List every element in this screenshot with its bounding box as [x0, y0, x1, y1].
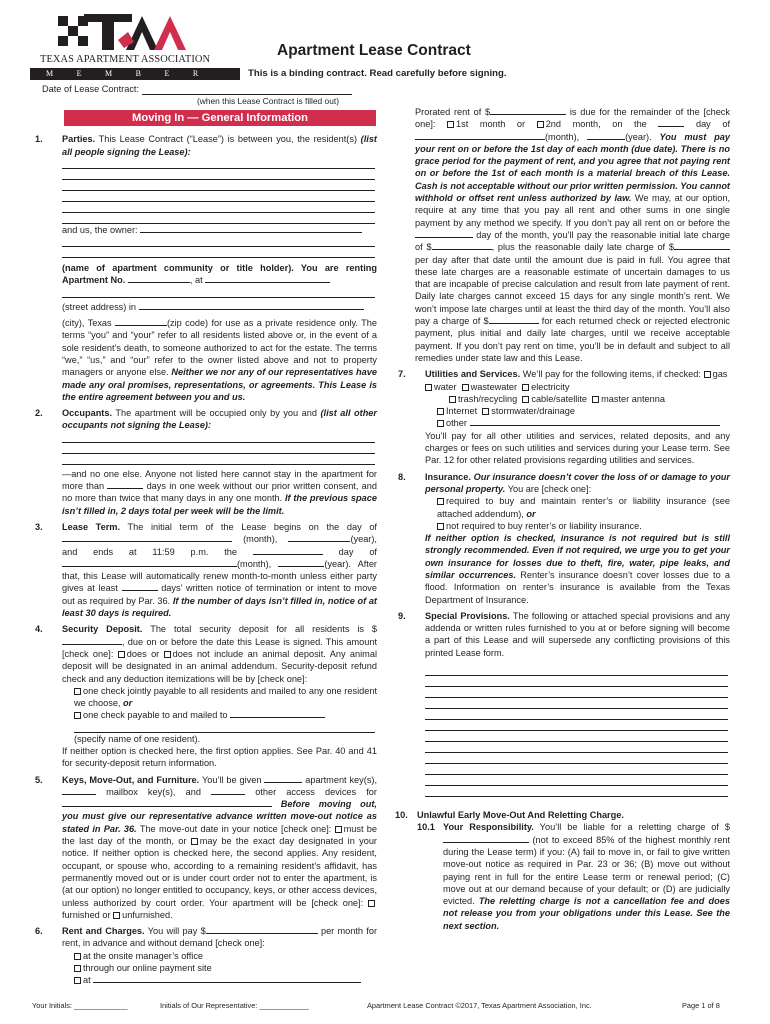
text: may be the exact day designated in your notice. If neither option is checked here, the second applies. Any resident, occupant, or spouse who, according to a remaining resident’s affidavit, has permanently moved out or is under court order not to enter the apartment, is (at our option) no longer entitled to occupancy, keys, or other access devices, unless authorized by court order. Your apartment will be [check one]: [62, 836, 377, 908]
text: If neither option is checked, insurance is not required but is still strongly recommended. Even if not required, we urge you to get your own insurance for losses due to theft, fire, water, pipe leaks, and similar occurrences. [425, 533, 730, 580]
provision-line-8[interactable] [425, 742, 728, 753]
text: not required to buy renter’s or liability insurance. [446, 520, 642, 531]
association-name: TEXAS APARTMENT ASSOCIATION [40, 54, 211, 65]
section-banner: Moving In — General Information [64, 110, 376, 126]
text: , at [189, 275, 203, 286]
reletting-charge-field[interactable] [443, 834, 529, 843]
provision-line-6[interactable] [425, 720, 728, 731]
text: apartment key(s), [305, 774, 378, 785]
stormwater-checkbox[interactable] [482, 408, 489, 415]
text: does or [126, 648, 160, 659]
text: trash/recycling [458, 393, 518, 404]
text: You must pay your rent on or before the 1st day of each month (due date). There is no grace period for the payment of rent, and you agree that not paying rent on or before the 1st of each month is a material breach of this Lease. Cash is not acceptable without our prior written permission. You cannot withhold or offset rent unless authorized by law. [415, 131, 730, 204]
resident-line-4[interactable] [62, 191, 375, 202]
section-rent-continued [395, 106, 730, 364]
section-heading: Occupants. [62, 408, 113, 419]
text: The move-out date in your notice [check one]: [139, 823, 332, 834]
section-keys [32, 774, 377, 922]
resident-line-6[interactable] [62, 213, 375, 224]
text: You’ll be given [201, 774, 262, 785]
text: (name of apartment community or title holder). You are renting Apartment No. [62, 263, 377, 286]
your-initials[interactable]: Your Initials: _____________ [32, 1001, 128, 1010]
text: Internet [446, 406, 478, 417]
resident-line-5[interactable] [62, 202, 375, 213]
jointly-payable-checkbox[interactable] [74, 688, 81, 695]
text: (city), Texas [62, 318, 112, 329]
text: We’ll pay for the following items, if checked: [522, 369, 701, 380]
text: The reletting charge is not a cancellation fee and does not release you from your obligations under this Lease. See the next section. [443, 896, 730, 931]
text: other access devices for [255, 786, 377, 797]
text: days’ written notice of termination or intent to move out as required by Par. 36. [62, 583, 378, 606]
text: (list all other occupants not signing the Lease): [62, 408, 377, 431]
text: If neither option is checked here, the first option applies. See Par. 40 and 41 for security-deposit return information. [62, 745, 377, 769]
section-number: 1. [35, 134, 43, 145]
section-number: 3. [35, 521, 43, 532]
page-number: Page 1 of 8 [682, 1001, 720, 1010]
text: (year), and ends at 11:59 p.m. the [62, 534, 377, 557]
date-of-lease-line [32, 83, 377, 95]
section-number: 9. [398, 610, 406, 621]
prorated-rent-field[interactable] [490, 106, 566, 115]
subsection-number: 10.1 [417, 822, 435, 833]
access-devices-field[interactable] [211, 786, 245, 795]
text: one check jointly payable to all residents and mailed to any one resident we choose, [74, 685, 377, 709]
cable-checkbox[interactable] [522, 396, 529, 403]
taa-logo [30, 14, 230, 86]
member-bar: MEMBER [30, 68, 240, 80]
end-day-field[interactable] [253, 546, 323, 555]
provision-line-5[interactable] [425, 709, 728, 720]
rent-amount-field[interactable] [206, 925, 318, 934]
payee-field[interactable] [230, 709, 325, 718]
section-number: 4. [35, 624, 43, 635]
text: must be the last day of the month, or [62, 823, 378, 847]
exact-day-checkbox[interactable] [191, 838, 198, 845]
text: (month), [545, 131, 580, 142]
section-heading: Rent and Charges. [62, 926, 145, 937]
prorated-month-field[interactable] [415, 131, 545, 140]
city-line-field[interactable] [139, 301, 364, 310]
section-rent [32, 925, 377, 986]
text: or [526, 508, 536, 519]
mailbox-keys-field[interactable] [62, 786, 96, 795]
section-number: 10. [395, 810, 408, 821]
does-not-checkbox[interactable] [164, 651, 171, 658]
text: day of [338, 546, 377, 557]
online-payment-checkbox[interactable] [74, 965, 81, 972]
text: If the number of days isn’t filled in, notice of at least 30 days is required. [62, 595, 377, 619]
provision-line-10[interactable] [425, 764, 728, 775]
text: required to buy and maintain renter’s or liability insurance (see attached addendum), [437, 496, 730, 519]
resident-line-3[interactable] [62, 180, 375, 191]
text: gas [712, 369, 728, 380]
resident-line-1[interactable] [62, 158, 375, 169]
text: Prorated rent of $ [415, 107, 491, 117]
section-special-provisions [395, 610, 730, 797]
text: days in one week without our prior written consent, and no more than twice that many days in any one month. [62, 481, 377, 504]
text: through our online payment site [83, 963, 212, 974]
last-day-checkbox[interactable] [335, 826, 342, 833]
text: This Lease Contract (“Lease”) is between you, the resident(s) [98, 134, 358, 145]
first-month-checkbox[interactable] [447, 121, 454, 128]
section-heading: Insurance. [425, 471, 471, 482]
text: —and no one else. Anyone not listed here cannot stay in the apartment for more than [62, 468, 377, 492]
occupant-line-3[interactable] [62, 454, 375, 465]
footer [30, 1000, 742, 1010]
other-utility-field[interactable] [470, 417, 720, 426]
provision-line-11[interactable] [425, 775, 728, 786]
occupant-line-1[interactable] [62, 432, 375, 443]
representative-initials[interactable]: Initials of Our Representative: ____________ [160, 1001, 309, 1010]
payee-line-2[interactable] [74, 722, 375, 733]
late-day-field[interactable] [415, 229, 473, 238]
subsection-heading: Your Responsibility. [443, 822, 534, 833]
owner-line-3[interactable] [62, 247, 375, 258]
text: water [434, 381, 457, 392]
at-checkbox[interactable] [74, 977, 81, 984]
text: per day after that date until the amount due is paid in full. You agree that these late charges are a reasonable estimate of uncertain damages to us that are incapable of precise calculation and result from late payment of rent. Daily late charges cannot exceed 15 days for any single month’s rent. We won’t impose late charges until at least the third day of the month. You’ll also pay a charge of $ [415, 254, 730, 327]
furnished-checkbox[interactable] [368, 900, 375, 907]
copyright: Apartment Lease Contract ©2017, Texas Apartment Association, Inc. [367, 1001, 592, 1010]
section-utilities [395, 368, 730, 466]
text: Neither we nor any of our representatives have made any oral promises, representations, or agreements. This Lease is the entire agreement between you and us. [62, 367, 377, 402]
text: (not to exceed 85% of the highest monthly rent during the Lease term) if you: (A) fail to move in, or fail to give written move-out notice as required in Par. 23 or 36; (B) move out without paying rent in full for the entire Lease term or renewal period; (C) move out at our demand because of your default; or (D) are judicially evicted. [443, 834, 730, 907]
text: You are [check one]: [507, 483, 592, 494]
text: does not include an animal deposit. Any animal deposit will be designated in an animal addendum. Security-deposit refund check and any deduction itemizations will be by [check one]: [62, 648, 377, 684]
owner-field[interactable] [140, 224, 362, 233]
text: electricity [531, 381, 570, 392]
notice-days-field[interactable] [122, 582, 158, 591]
wastewater-checkbox[interactable] [462, 384, 469, 391]
text: (zip code) for use as a private residence only. The terms “you” and “your” refer to all residents listed above or, in the event of a sole resident’s death, to someone authorized to act for the estate. The terms “we,” “us,” and “our” refer to the owner listed above and not to property managers or anyone else. [62, 318, 377, 378]
apartment-no-field[interactable] [128, 274, 190, 283]
electricity-checkbox[interactable] [522, 384, 529, 391]
section-number: 6. [35, 926, 43, 937]
text: , due on or before the date this Lease is signed. This amount [check one]: [62, 636, 377, 659]
section-parties [32, 133, 377, 403]
text: You’ll pay for all other utilities and services, related deposits, and any charges or fees on such utilities and services during your Lease term. See Par. 12 for other related provisions regarding utilities and services. [425, 430, 730, 466]
section-number: 2. [35, 408, 43, 419]
devices-for-field[interactable] [62, 798, 272, 807]
resident-line-2[interactable] [62, 169, 375, 180]
section-heading: Parties. [62, 134, 96, 145]
onsite-office-checkbox[interactable] [74, 953, 81, 960]
text: day of [695, 119, 730, 130]
other-checkbox[interactable] [437, 420, 444, 427]
text: We may, at our option, require at any time that you pay all rent and other sums in one single payment by any method we specify. If you don’t pay all rent on or before the [415, 193, 730, 228]
zip-field[interactable] [115, 317, 167, 326]
text: (list all people signing the Lease): [62, 134, 377, 157]
text: (month), [243, 534, 278, 545]
section-heading: Keys, Move-Out, and Furniture. [62, 774, 200, 785]
insurance-required-checkbox[interactable] [437, 498, 444, 505]
page-subtitle: This is a binding contract. Read carefully before signing. [248, 68, 507, 79]
daily-late-charge-field[interactable] [674, 241, 730, 250]
right-column [395, 106, 730, 932]
end-month-field[interactable] [62, 558, 237, 567]
header [30, 14, 750, 86]
subsection-10-1 [417, 821, 730, 932]
does-checkbox[interactable] [118, 651, 125, 658]
text: (street address) in [62, 301, 137, 312]
provision-line-2[interactable] [425, 676, 728, 687]
text: Renter’s insurance doesn’t cover losses due to a flood. Information on renter’s insurance is available from the Texas Department of Insurance. [425, 569, 731, 605]
text: at [83, 975, 91, 986]
date-field[interactable] [142, 86, 352, 95]
returned-check-field[interactable] [489, 315, 539, 324]
text: is due for the remainder of the [check one]: [415, 107, 730, 130]
text: 1st month or [456, 119, 526, 130]
provision-line-9[interactable] [425, 753, 728, 764]
start-day-field[interactable] [62, 533, 232, 542]
text: If the previous space isn’t filled in, 2 days total per week will be the limit. [62, 493, 377, 516]
prorated-year-field[interactable] [587, 131, 625, 140]
unfurnished-checkbox[interactable] [113, 912, 120, 919]
section-insurance [395, 471, 730, 606]
initial-late-charge-field[interactable] [432, 241, 492, 250]
text: After that, this Lease will automatically renew month-to-month unless either party gives at least [62, 558, 377, 594]
section-heading: Special Provisions. [425, 610, 510, 621]
date-note: (when this Lease Contract is filled out) [197, 96, 339, 106]
address-line-2[interactable] [62, 287, 375, 298]
deposit-amount-field[interactable] [62, 636, 122, 645]
second-month-checkbox[interactable] [537, 121, 544, 128]
trash-checkbox[interactable] [449, 396, 456, 403]
provision-line-3[interactable] [425, 687, 728, 698]
provision-line-4[interactable] [425, 698, 728, 709]
section-number: 5. [35, 774, 43, 785]
occupant-line-2[interactable] [62, 443, 375, 454]
text: (year). [324, 558, 351, 569]
text: You will pay $ [147, 926, 206, 937]
page-title: Apartment Lease Contract [277, 42, 471, 59]
text: and us, the owner: [62, 224, 138, 235]
start-year-field[interactable] [288, 533, 350, 542]
provision-line-1[interactable] [425, 665, 728, 676]
text: You’ll be liable for a reletting charge of $ [539, 822, 730, 833]
text: furnished or [62, 909, 111, 920]
address-field[interactable] [205, 274, 330, 283]
text: (month), [237, 558, 272, 569]
text: The following or attached special provisions and any addenda or written rules furnished to you at or before signing will become a part of this Lease and will supersede any conflicting provisions of this printed Lease form. [425, 610, 730, 658]
text: Our insurance doesn’t cover the loss of or damage to your personal property. [425, 471, 730, 494]
section-number: 7. [398, 369, 406, 380]
owner-line-2[interactable] [62, 236, 375, 247]
internet-checkbox[interactable] [437, 408, 444, 415]
taa-logo-mark [58, 14, 188, 52]
water-checkbox[interactable] [425, 384, 432, 391]
text: day of the month, you’ll pay the reasonable initial late charge of $ [415, 229, 730, 253]
days-field[interactable] [107, 480, 143, 489]
provision-line-12[interactable] [425, 786, 728, 797]
text: wastewater [470, 381, 518, 392]
text: other [446, 418, 467, 429]
section-lease-term [32, 521, 377, 619]
text: The initial term of the Lease begins on the day of [127, 521, 377, 532]
text: mailbox key(s), and [106, 786, 201, 797]
text: one check payable to and mailed to [83, 710, 228, 721]
gas-checkbox[interactable] [704, 371, 711, 378]
section-number: 8. [398, 471, 406, 482]
payment-location-field[interactable] [93, 974, 361, 983]
date-label: Date of Lease Contract: [42, 84, 140, 94]
text: master antenna [601, 393, 665, 404]
section-heading: Utilities and Services. [425, 369, 521, 380]
section-early-move-out [395, 809, 730, 932]
section-occupants [32, 407, 377, 517]
text: per month for rent, in advance and without demand [check one]: [62, 926, 378, 949]
section-heading: Unlawful Early Move-Out And Reletting Charge. [417, 810, 624, 821]
one-check-checkbox[interactable] [74, 712, 81, 719]
apartment-keys-field[interactable] [264, 774, 302, 783]
text: The total security deposit for all residents is $ [150, 624, 378, 635]
text: stormwater/drainage [491, 406, 576, 417]
prorated-day-field[interactable] [658, 118, 684, 127]
text: The apartment will be occupied only by you and [115, 408, 317, 419]
section-heading: Lease Term. [62, 521, 121, 532]
left-column [32, 83, 377, 987]
end-year-field[interactable] [278, 558, 324, 567]
insurance-not-required-checkbox[interactable] [437, 523, 444, 530]
text: (specify name of one resident). [74, 733, 201, 744]
text: or [123, 698, 133, 709]
text: cable/satellite [531, 393, 588, 404]
section-heading: Security Deposit. [62, 624, 143, 635]
antenna-checkbox[interactable] [592, 396, 599, 403]
text: , plus the reasonable daily late charge of $ [491, 242, 675, 253]
text: 2nd month, on the [545, 119, 647, 130]
text: unfurnished. [122, 909, 173, 920]
text: (year). [625, 131, 652, 142]
section-security-deposit [32, 623, 377, 769]
text: Before moving out, you must give our representative advance written move-out notice as stated in Par. 36. [62, 799, 377, 834]
provision-line-7[interactable] [425, 731, 728, 742]
text: for each returned check or rejected electronic payment, plus initial and daily late charges, until we receive acceptable payment. If you don’t pay rent on time, you’ll be in default and subject to all remedies under state law and this Lease. [415, 316, 730, 363]
text: at the onsite manager’s office [83, 950, 204, 961]
